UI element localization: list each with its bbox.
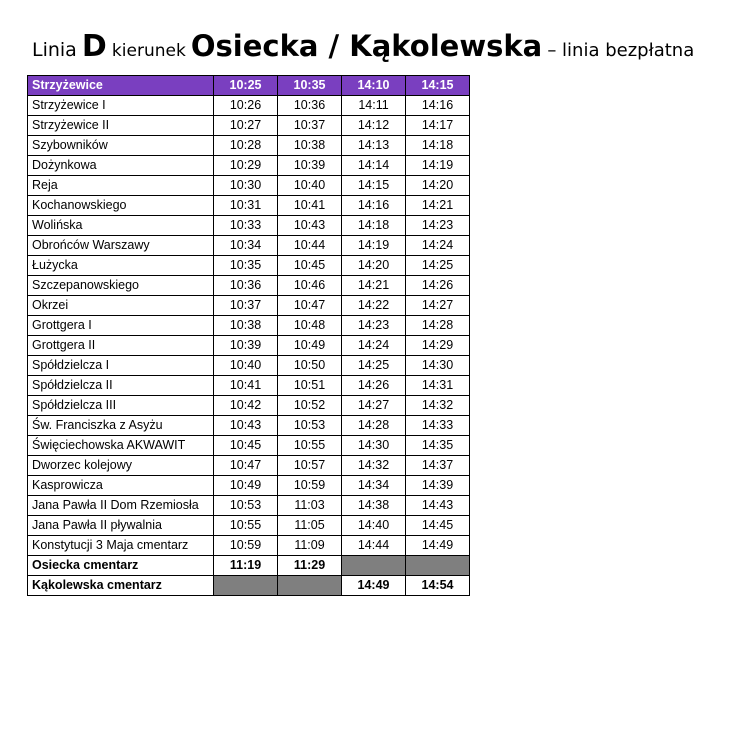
table-row — [28, 256, 470, 276]
table-row — [28, 156, 470, 176]
departure-time: 10:37 — [278, 116, 342, 136]
departure-time: 10:43 — [278, 216, 342, 236]
departure-time: 10:31 — [214, 196, 278, 216]
table-row — [28, 96, 470, 116]
departure-time: 14:45 — [406, 516, 470, 536]
no-service-cell — [214, 576, 278, 596]
table-row — [28, 376, 470, 396]
departure-time: 14:49 — [342, 576, 406, 596]
no-service-cell — [278, 576, 342, 596]
table-row — [28, 176, 470, 196]
table-row — [28, 116, 470, 136]
stop-name: Jana Pawła II pływalnia — [28, 516, 214, 536]
departure-time: 14:11 — [342, 96, 406, 116]
departure-time: 14:37 — [406, 456, 470, 476]
departure-time: 14:35 — [406, 436, 470, 456]
departure-time: 10:51 — [278, 376, 342, 396]
header-departure-time: 10:25 — [214, 76, 278, 96]
stop-name: Spółdzielcza I — [28, 356, 214, 376]
title-line-letter: D — [81, 29, 107, 64]
departure-time: 10:39 — [214, 336, 278, 356]
stop-name: Wolińska — [28, 216, 214, 236]
table-row — [28, 276, 470, 296]
departure-time: 10:41 — [278, 196, 342, 216]
stop-name: Grottgera II — [28, 336, 214, 356]
departure-time: 10:50 — [278, 356, 342, 376]
header-departure-time: 14:10 — [342, 76, 406, 96]
departure-time: 14:31 — [406, 376, 470, 396]
departure-time: 14:38 — [342, 496, 406, 516]
departure-time: 10:59 — [278, 476, 342, 496]
departure-time: 10:46 — [278, 276, 342, 296]
stop-name: Grottgera I — [28, 316, 214, 336]
departure-time: 10:55 — [278, 436, 342, 456]
stop-name: Szybowników — [28, 136, 214, 156]
departure-time: 14:23 — [406, 216, 470, 236]
departure-time: 10:53 — [214, 496, 278, 516]
departure-time: 14:27 — [406, 296, 470, 316]
departure-time: 10:44 — [278, 236, 342, 256]
stop-name: Okrzei — [28, 296, 214, 316]
stop-name: Kasprowicza — [28, 476, 214, 496]
table-row — [28, 496, 470, 516]
header-start-stop: Strzyżewice — [28, 76, 214, 96]
departure-time: 10:36 — [278, 96, 342, 116]
departure-time: 14:27 — [342, 396, 406, 416]
departure-time: 11:05 — [278, 516, 342, 536]
timetable-body — [28, 96, 470, 596]
departure-time: 14:21 — [342, 276, 406, 296]
departure-time: 14:16 — [342, 196, 406, 216]
stop-name: Święciechowska AKWAWIT — [28, 436, 214, 456]
departure-time: 14:44 — [342, 536, 406, 556]
departure-time: 14:34 — [342, 476, 406, 496]
timetable-title — [32, 29, 695, 64]
departure-time: 10:33 — [214, 216, 278, 236]
no-service-cell — [406, 556, 470, 576]
departure-time: 14:26 — [342, 376, 406, 396]
departure-time: 11:09 — [278, 536, 342, 556]
departure-time: 10:45 — [214, 436, 278, 456]
table-row — [28, 316, 470, 336]
stop-name: Strzyżewice II — [28, 116, 214, 136]
departure-time: 14:30 — [342, 436, 406, 456]
departure-time: 14:49 — [406, 536, 470, 556]
departure-time: 10:49 — [278, 336, 342, 356]
departure-time: 14:29 — [406, 336, 470, 356]
stop-name: Osiecka cmentarz — [28, 556, 214, 576]
table-row — [28, 476, 470, 496]
title-free-line-note: – linia bezpłatna — [547, 40, 695, 61]
departure-time: 10:36 — [214, 276, 278, 296]
departure-time: 10:28 — [214, 136, 278, 156]
table-row — [28, 516, 470, 536]
stop-name: Kąkolewska cmentarz — [28, 576, 214, 596]
departure-time: 14:40 — [342, 516, 406, 536]
departure-time: 14:16 — [406, 96, 470, 116]
departure-time: 14:33 — [406, 416, 470, 436]
departure-time: 11:29 — [278, 556, 342, 576]
title-linia-word: Linia — [32, 39, 77, 61]
departure-time: 14:12 — [342, 116, 406, 136]
departure-time: 14:19 — [406, 156, 470, 176]
departure-time: 14:43 — [406, 496, 470, 516]
departure-time: 14:17 — [406, 116, 470, 136]
departure-time: 11:03 — [278, 496, 342, 516]
departure-time: 14:24 — [342, 336, 406, 356]
stop-name: Reja — [28, 176, 214, 196]
stop-name: Spółdzielcza II — [28, 376, 214, 396]
departure-time: 10:34 — [214, 236, 278, 256]
table-row — [28, 576, 470, 596]
departure-time: 14:14 — [342, 156, 406, 176]
departure-time: 14:32 — [406, 396, 470, 416]
departure-time: 14:21 — [406, 196, 470, 216]
departure-time: 14:20 — [342, 256, 406, 276]
departure-time: 10:35 — [214, 256, 278, 276]
stop-name: Św. Franciszka z Asyżu — [28, 416, 214, 436]
table-row — [28, 556, 470, 576]
departure-time: 14:18 — [342, 216, 406, 236]
departure-time: 10:40 — [278, 176, 342, 196]
departure-time: 10:26 — [214, 96, 278, 116]
departure-time: 14:24 — [406, 236, 470, 256]
departure-time: 14:26 — [406, 276, 470, 296]
departure-time: 10:41 — [214, 376, 278, 396]
departure-time: 14:54 — [406, 576, 470, 596]
stop-name: Łużycka — [28, 256, 214, 276]
table-row — [28, 356, 470, 376]
departure-time: 10:30 — [214, 176, 278, 196]
stop-name: Szczepanowskiego — [28, 276, 214, 296]
stop-name: Dworzec kolejowy — [28, 456, 214, 476]
departure-time: 10:38 — [214, 316, 278, 336]
departure-time: 10:53 — [278, 416, 342, 436]
table-row — [28, 396, 470, 416]
departure-time: 10:49 — [214, 476, 278, 496]
stop-name: Obrońców Warszawy — [28, 236, 214, 256]
header-departure-time: 14:15 — [406, 76, 470, 96]
table-row — [28, 136, 470, 156]
table-row — [28, 436, 470, 456]
departure-time: 10:43 — [214, 416, 278, 436]
departure-time: 14:30 — [406, 356, 470, 376]
departure-time: 14:39 — [406, 476, 470, 496]
departure-time: 10:40 — [214, 356, 278, 376]
departure-time: 10:27 — [214, 116, 278, 136]
departure-time: 10:59 — [214, 536, 278, 556]
departure-time: 14:23 — [342, 316, 406, 336]
departure-time: 14:19 — [342, 236, 406, 256]
stop-name: Jana Pawła II Dom Rzemiosła — [28, 496, 214, 516]
departure-time: 14:13 — [342, 136, 406, 156]
departure-time: 14:15 — [342, 176, 406, 196]
departure-time: 10:29 — [214, 156, 278, 176]
table-row — [28, 236, 470, 256]
departure-time: 10:45 — [278, 256, 342, 276]
departure-time: 10:39 — [278, 156, 342, 176]
timetable — [27, 75, 470, 596]
stop-name: Dożynkowa — [28, 156, 214, 176]
departure-time: 10:38 — [278, 136, 342, 156]
header-departure-time: 10:35 — [278, 76, 342, 96]
departure-time: 14:20 — [406, 176, 470, 196]
stop-name: Konstytucji 3 Maja cmentarz — [28, 536, 214, 556]
departure-time: 11:19 — [214, 556, 278, 576]
no-service-cell — [342, 556, 406, 576]
departure-time: 10:48 — [278, 316, 342, 336]
table-row — [28, 216, 470, 236]
table-row — [28, 416, 470, 436]
stop-name: Strzyżewice I — [28, 96, 214, 116]
departure-time: 10:55 — [214, 516, 278, 536]
departure-time: 14:25 — [406, 256, 470, 276]
title-kierunek-word: kierunek — [111, 41, 186, 61]
table-row — [28, 296, 470, 316]
table-row — [28, 456, 470, 476]
departure-time: 10:57 — [278, 456, 342, 476]
departure-time: 14:18 — [406, 136, 470, 156]
departure-time: 10:52 — [278, 396, 342, 416]
timetable-header-row — [28, 76, 470, 96]
stop-name: Kochanowskiego — [28, 196, 214, 216]
departure-time: 14:28 — [406, 316, 470, 336]
table-row — [28, 336, 470, 356]
title-destination: Osiecka / Kąkolewska — [190, 29, 543, 63]
departure-time: 14:25 — [342, 356, 406, 376]
table-row — [28, 536, 470, 556]
departure-time: 14:28 — [342, 416, 406, 436]
departure-time: 10:47 — [214, 456, 278, 476]
departure-time: 10:42 — [214, 396, 278, 416]
table-row — [28, 196, 470, 216]
departure-time: 14:32 — [342, 456, 406, 476]
departure-time: 10:47 — [278, 296, 342, 316]
departure-time: 10:37 — [214, 296, 278, 316]
departure-time: 14:22 — [342, 296, 406, 316]
stop-name: Spółdzielcza III — [28, 396, 214, 416]
